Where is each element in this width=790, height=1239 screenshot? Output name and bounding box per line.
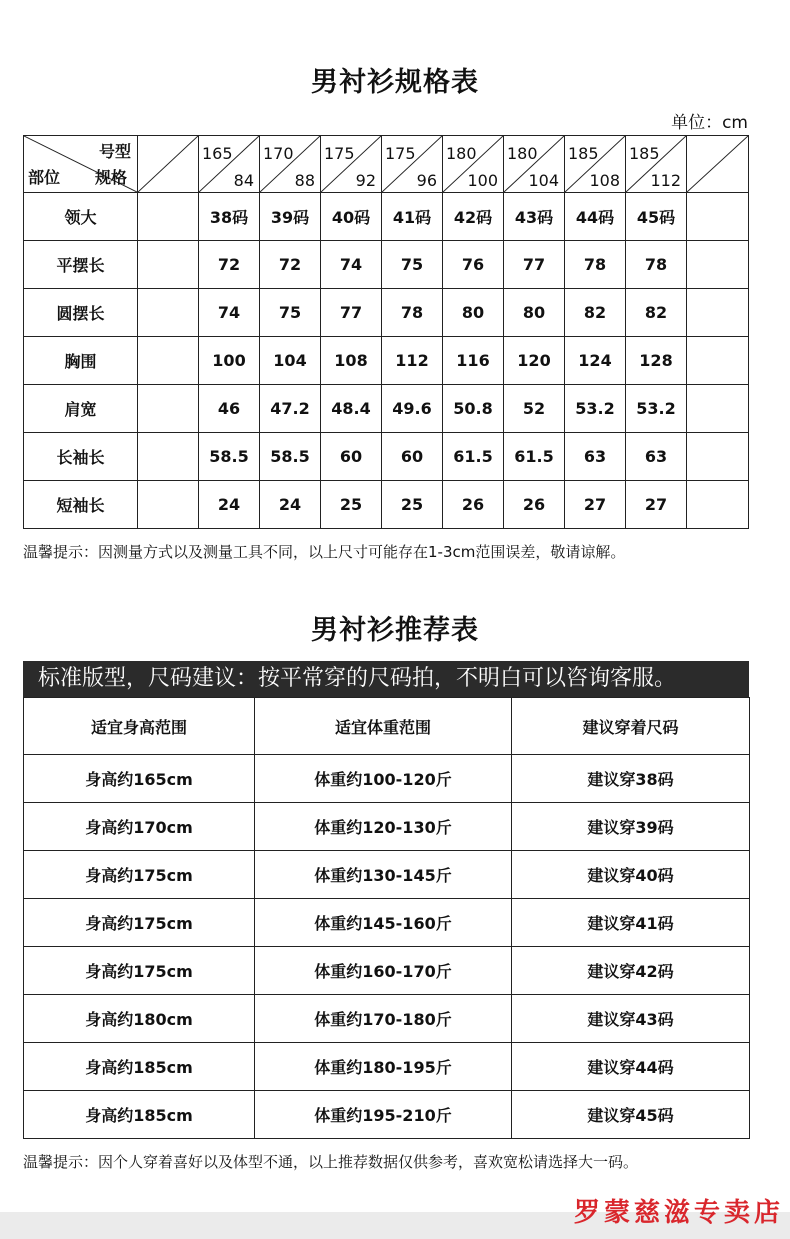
size-height: 185 xyxy=(629,144,660,163)
spec-blank-cell xyxy=(138,241,199,289)
spec-row xyxy=(24,289,749,337)
spec-value-cell: 26 xyxy=(504,481,565,529)
unit-label: 单位：cm xyxy=(671,113,748,133)
spec-row-label: 胸围 xyxy=(24,337,138,385)
spec-value-cell: 82 xyxy=(565,289,626,337)
recommend-cell: 体重约100-120斤 xyxy=(255,755,512,803)
spec-row-label: 圆摆长 xyxy=(24,289,138,337)
spec-corner-cell xyxy=(24,136,138,193)
spec-value-cell: 46 xyxy=(199,385,260,433)
spec-blank-cell xyxy=(687,481,749,529)
recommend-header-cell: 适宜身高范围 xyxy=(24,698,255,755)
spec-value-cell: 116 xyxy=(443,337,504,385)
spec-table-title: 男衬衫规格表 xyxy=(311,67,479,98)
size-height: 170 xyxy=(263,144,294,163)
size-header-cell xyxy=(260,136,321,193)
recommend-cell: 体重约170-180斤 xyxy=(255,995,512,1043)
spec-value-cell: 52 xyxy=(504,385,565,433)
recommend-cell: 建议穿39码 xyxy=(512,803,750,851)
spec-row xyxy=(24,433,749,481)
spec-blank-cell xyxy=(687,337,749,385)
recommend-table-title: 男衬衫推荐表 xyxy=(311,615,479,646)
recommend-cell: 体重约145-160斤 xyxy=(255,899,512,947)
recommend-cell: 身高约170cm xyxy=(24,803,255,851)
spec-value-cell: 42码 xyxy=(443,193,504,241)
spec-value-cell: 60 xyxy=(382,433,443,481)
spec-row xyxy=(24,385,749,433)
recommend-cell: 建议穿41码 xyxy=(512,899,750,947)
recommend-banner: 标准版型，尺码建议：按平常穿的尺码拍，不明白可以咨询客服。 xyxy=(23,661,749,697)
spec-value-cell: 47.2 xyxy=(260,385,321,433)
spec-row-label: 平摆长 xyxy=(24,241,138,289)
spec-blank-cell xyxy=(138,385,199,433)
recommend-cell: 身高约180cm xyxy=(24,995,255,1043)
spec-value-cell: 78 xyxy=(382,289,443,337)
spec-value-cell: 24 xyxy=(199,481,260,529)
spec-blank-header-cell xyxy=(687,136,749,193)
spec-value-cell: 120 xyxy=(504,337,565,385)
recommend-cell: 体重约130-145斤 xyxy=(255,851,512,899)
recommend-cell: 身高约175cm xyxy=(24,851,255,899)
recommend-cell: 身高约175cm xyxy=(24,947,255,995)
spec-blank-cell xyxy=(138,289,199,337)
size-chest: 96 xyxy=(416,171,437,190)
spec-value-cell: 77 xyxy=(321,289,382,337)
spec-row xyxy=(24,337,749,385)
spec-value-cell: 63 xyxy=(626,433,687,481)
size-chest: 104 xyxy=(528,171,559,190)
spec-blank-cell xyxy=(687,385,749,433)
size-height: 185 xyxy=(568,144,599,163)
spec-value-cell: 49.6 xyxy=(382,385,443,433)
spec-value-cell: 75 xyxy=(260,289,321,337)
size-chest: 108 xyxy=(589,171,620,190)
size-chest: 84 xyxy=(233,171,254,190)
spec-value-cell: 25 xyxy=(321,481,382,529)
spec-note: 温馨提示：因测量方式以及测量工具不同，以上尺寸可能存在1-3cm范围误差，敬请谅解。 xyxy=(23,543,626,561)
recommend-row xyxy=(24,755,750,803)
spec-value-cell: 61.5 xyxy=(443,433,504,481)
recommend-cell: 体重约160-170斤 xyxy=(255,947,512,995)
spec-value-cell: 48.4 xyxy=(321,385,382,433)
spec-value-cell: 100 xyxy=(199,337,260,385)
recommend-cell: 体重约120-130斤 xyxy=(255,803,512,851)
spec-value-cell: 104 xyxy=(260,337,321,385)
recommend-cell: 建议穿42码 xyxy=(512,947,750,995)
spec-value-cell: 40码 xyxy=(321,193,382,241)
spec-value-cell: 58.5 xyxy=(260,433,321,481)
recommend-cell: 建议穿40码 xyxy=(512,851,750,899)
size-header-cell xyxy=(565,136,626,193)
recommend-cell: 身高约165cm xyxy=(24,755,255,803)
store-name: 罗蒙慈滋专卖店 xyxy=(573,1198,784,1228)
recommend-cell: 身高约175cm xyxy=(24,899,255,947)
size-chest: 100 xyxy=(467,171,498,190)
spec-value-cell: 78 xyxy=(626,241,687,289)
size-height: 175 xyxy=(324,144,355,163)
spec-value-cell: 78 xyxy=(565,241,626,289)
spec-value-cell: 72 xyxy=(199,241,260,289)
recommend-cell: 体重约195-210斤 xyxy=(255,1091,512,1139)
spec-value-cell: 41码 xyxy=(382,193,443,241)
recommend-cell: 建议穿43码 xyxy=(512,995,750,1043)
spec-row-label: 短袖长 xyxy=(24,481,138,529)
spec-value-cell: 53.2 xyxy=(565,385,626,433)
recommend-row xyxy=(24,1043,750,1091)
spec-value-cell: 124 xyxy=(565,337,626,385)
spec-blank-cell xyxy=(138,433,199,481)
spec-value-cell: 108 xyxy=(321,337,382,385)
spec-value-cell: 27 xyxy=(626,481,687,529)
recommend-cell: 身高约185cm xyxy=(24,1043,255,1091)
spec-value-cell: 50.8 xyxy=(443,385,504,433)
spec-value-cell: 45码 xyxy=(626,193,687,241)
corner-label-part: 部位 xyxy=(28,168,61,187)
spec-blank-cell xyxy=(687,241,749,289)
recommend-row xyxy=(24,995,750,1043)
spec-value-cell: 44码 xyxy=(565,193,626,241)
size-height: 175 xyxy=(385,144,416,163)
spec-value-cell: 39码 xyxy=(260,193,321,241)
spec-blank-cell xyxy=(687,289,749,337)
corner-label-size-type: 号型 xyxy=(98,142,131,161)
spec-value-cell: 24 xyxy=(260,481,321,529)
spec-value-cell: 74 xyxy=(321,241,382,289)
size-chest: 88 xyxy=(294,171,315,190)
spec-value-cell: 53.2 xyxy=(626,385,687,433)
spec-value-cell: 74 xyxy=(199,289,260,337)
spec-value-cell: 82 xyxy=(626,289,687,337)
spec-row-label: 肩宽 xyxy=(24,385,138,433)
recommend-table xyxy=(23,697,750,1139)
size-height: 180 xyxy=(507,144,538,163)
recommend-cell: 建议穿38码 xyxy=(512,755,750,803)
recommend-row xyxy=(24,947,750,995)
size-header-cell xyxy=(199,136,260,193)
size-height: 165 xyxy=(202,144,233,163)
spec-value-cell: 27 xyxy=(565,481,626,529)
size-header-cell xyxy=(382,136,443,193)
spec-value-cell: 128 xyxy=(626,337,687,385)
spec-value-cell: 75 xyxy=(382,241,443,289)
spec-value-cell: 43码 xyxy=(504,193,565,241)
spec-value-cell: 76 xyxy=(443,241,504,289)
spec-value-cell: 26 xyxy=(443,481,504,529)
size-height: 180 xyxy=(446,144,477,163)
spec-blank-cell xyxy=(138,193,199,241)
recommend-cell: 建议穿45码 xyxy=(512,1091,750,1139)
recommend-cell: 体重约180-195斤 xyxy=(255,1043,512,1091)
spec-value-cell: 58.5 xyxy=(199,433,260,481)
spec-row-label: 领大 xyxy=(24,193,138,241)
spec-value-cell: 112 xyxy=(382,337,443,385)
spec-value-cell: 77 xyxy=(504,241,565,289)
size-header-cell xyxy=(626,136,687,193)
recommend-cell: 建议穿44码 xyxy=(512,1043,750,1091)
size-chest: 112 xyxy=(650,171,681,190)
spec-value-cell: 60 xyxy=(321,433,382,481)
spec-blank-cell xyxy=(687,433,749,481)
size-chest: 92 xyxy=(355,171,376,190)
spec-blank-header-cell xyxy=(138,136,199,193)
spec-blank-cell xyxy=(687,193,749,241)
spec-value-cell: 80 xyxy=(504,289,565,337)
spec-value-cell: 63 xyxy=(565,433,626,481)
spec-row xyxy=(24,241,749,289)
spec-row-label: 长袖长 xyxy=(24,433,138,481)
recommend-row xyxy=(24,851,750,899)
size-header-cell xyxy=(443,136,504,193)
spec-blank-cell xyxy=(138,481,199,529)
recommend-header-cell: 建议穿着尺码 xyxy=(512,698,750,755)
recommend-note: 温馨提示：因个人穿着喜好以及体型不通，以上推荐数据仅供参考，喜欢宽松请选择大一码。 xyxy=(23,1153,639,1171)
spec-row xyxy=(24,193,749,241)
spec-blank-cell xyxy=(138,337,199,385)
recommend-header-cell: 适宜体重范围 xyxy=(255,698,512,755)
spec-value-cell: 80 xyxy=(443,289,504,337)
spec-row xyxy=(24,481,749,529)
recommend-cell: 身高约185cm xyxy=(24,1091,255,1139)
spec-value-cell: 25 xyxy=(382,481,443,529)
corner-label-spec: 规格 xyxy=(94,168,127,187)
spec-value-cell: 72 xyxy=(260,241,321,289)
recommend-row xyxy=(24,899,750,947)
size-header-cell xyxy=(321,136,382,193)
recommend-row xyxy=(24,1091,750,1139)
recommend-row xyxy=(24,803,750,851)
spec-value-cell: 61.5 xyxy=(504,433,565,481)
spec-table xyxy=(23,135,749,529)
size-header-cell xyxy=(504,136,565,193)
spec-value-cell: 38码 xyxy=(199,193,260,241)
